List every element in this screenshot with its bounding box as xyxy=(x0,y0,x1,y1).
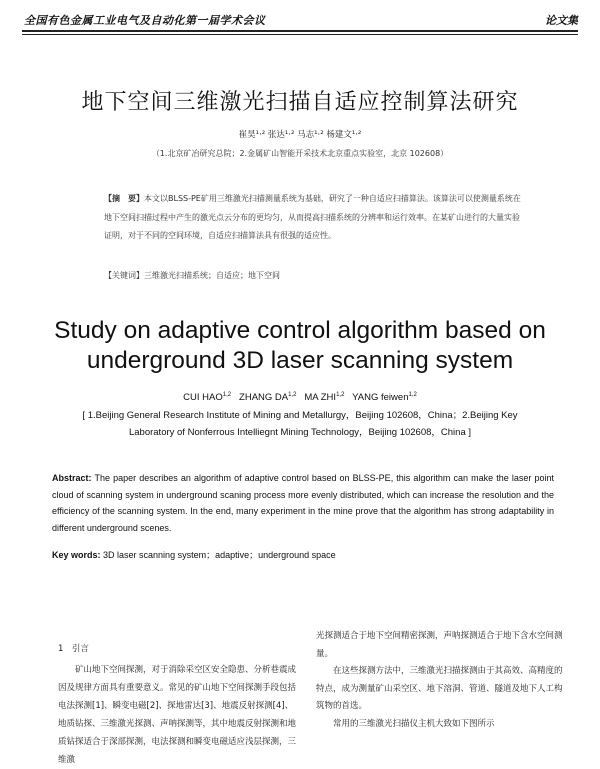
affiliation-english-line2: Laboratory of Nonferrous Intelliegnt Mining Technology，Beijing 102608，China ] xyxy=(128,427,472,438)
body-paragraph: 在这些探测方法中，三维激光扫描探测由于其高效、高精度的特点，成为测量矿山采空区、地下溶洞、管道、隧道及地下人工构筑物的首选。 xyxy=(316,666,563,711)
section-heading-introduction: 1 引言 xyxy=(58,644,89,654)
abstract-english xyxy=(52,470,554,536)
affiliation-english-line1: [ 1.Beijing General Research Institute of Mining and Metallurgy，Beijing 102608，China；2.Beijing Key xyxy=(82,410,518,421)
abstract-english-label: Abstract: xyxy=(52,473,92,483)
keywords-english-text: 3D laser scanning system；adaptive；underground space xyxy=(103,550,336,560)
author-4-affil: 1,2 xyxy=(408,392,417,398)
abstract-chinese xyxy=(104,190,524,246)
paper-title-english-line1: Study on adaptive control algorithm based on xyxy=(54,317,546,344)
abstract-chinese-text: 本文以BLSS-PE矿用三维激光扫描测量系统为基础，研究了一种自适应扫描算法。该算法可以使测量系统在地下空间扫描过程中产生的激光点云分布的更均匀，从而提高扫描系统的分辨率和运行效率。在某矿山进行的大量实验证明，对于不同的空间环境，自适应扫描算法具有很强的适应性。 xyxy=(104,194,521,240)
abstract-chinese-label: 【摘 要】 xyxy=(104,194,144,203)
header-rule-thin xyxy=(22,34,578,35)
affiliation-english xyxy=(60,407,540,441)
keywords-chinese-text: 三维激光扫描系统；自适应；地下空间 xyxy=(144,271,280,280)
running-header-conference: 全国有色金属工业电气及自动化第一届学术会议 xyxy=(24,14,266,27)
authors-chinese: 崔昊¹·² 张达¹·² 马志¹·² 杨建文¹·² xyxy=(238,130,362,140)
author-3-affil: 1,2 xyxy=(336,392,345,398)
keywords-english-label: Key words: xyxy=(52,550,101,560)
keywords-english xyxy=(52,548,336,561)
author-1: CUI HAO xyxy=(183,392,223,404)
keywords-chinese-label: 【关键词】 xyxy=(104,271,144,280)
author-2-affil: 1,2 xyxy=(288,392,297,398)
author-1-affil: 1,2 xyxy=(222,392,232,398)
body-paragraph: 常用的三维激光扫描仪主机大致如下图所示 xyxy=(333,718,495,729)
author-2: ZHANG DA xyxy=(239,392,289,404)
author-3: MA ZHI xyxy=(304,392,337,404)
body-column-right xyxy=(316,628,564,733)
body-column-left xyxy=(58,640,298,769)
author-4: YANG feiwen xyxy=(352,392,409,404)
body-paragraph: 矿山地下空间探测，对于消除采空区安全隐患、分析巷震成因及规律方面具有重要意义。常见的矿山地下空间探测手段包括电法探测[1]、瞬变电磁[2]、探地雷达[3]、地震反射探测[4]、地质钻探、三维激光探测、声呐探测等，其中地震反射探测和地质钻探适合于深部探测，电法探测和瞬变电磁适应浅层探测，三维激 xyxy=(58,665,297,765)
paper-title-english-line2: underground 3D laser scanning system xyxy=(86,347,514,374)
keywords-chinese xyxy=(104,270,280,281)
paper-title-english xyxy=(0,316,600,376)
paper-title-chinese: 地下空间三维激光扫描自适应控制算法研究 xyxy=(81,90,519,115)
body-paragraph-continued: 光探测适合于地下空间精密探测，声呐探测适合于地下含水空间测量。 xyxy=(316,631,563,659)
header-rule-thick xyxy=(22,30,578,32)
running-header-section: 论文集 xyxy=(545,14,578,27)
affiliation-chinese: （1.北京矿冶研究总院；2.金属矿山智能开采技术北京重点实验室，北京 102608） xyxy=(151,149,449,158)
authors-english xyxy=(0,392,600,403)
abstract-english-text: The paper describes an algorithm of adaptive control based on BLSS-PE, this algorithm can make the laser point cloud of scanning system in underground scaning process more evenly distributed, which can increase the resolution and the efficiency of the scanning system. In the end, many experiment in the mine prove that the algorithm has strong adaptability in different underground scenes. xyxy=(52,473,555,533)
